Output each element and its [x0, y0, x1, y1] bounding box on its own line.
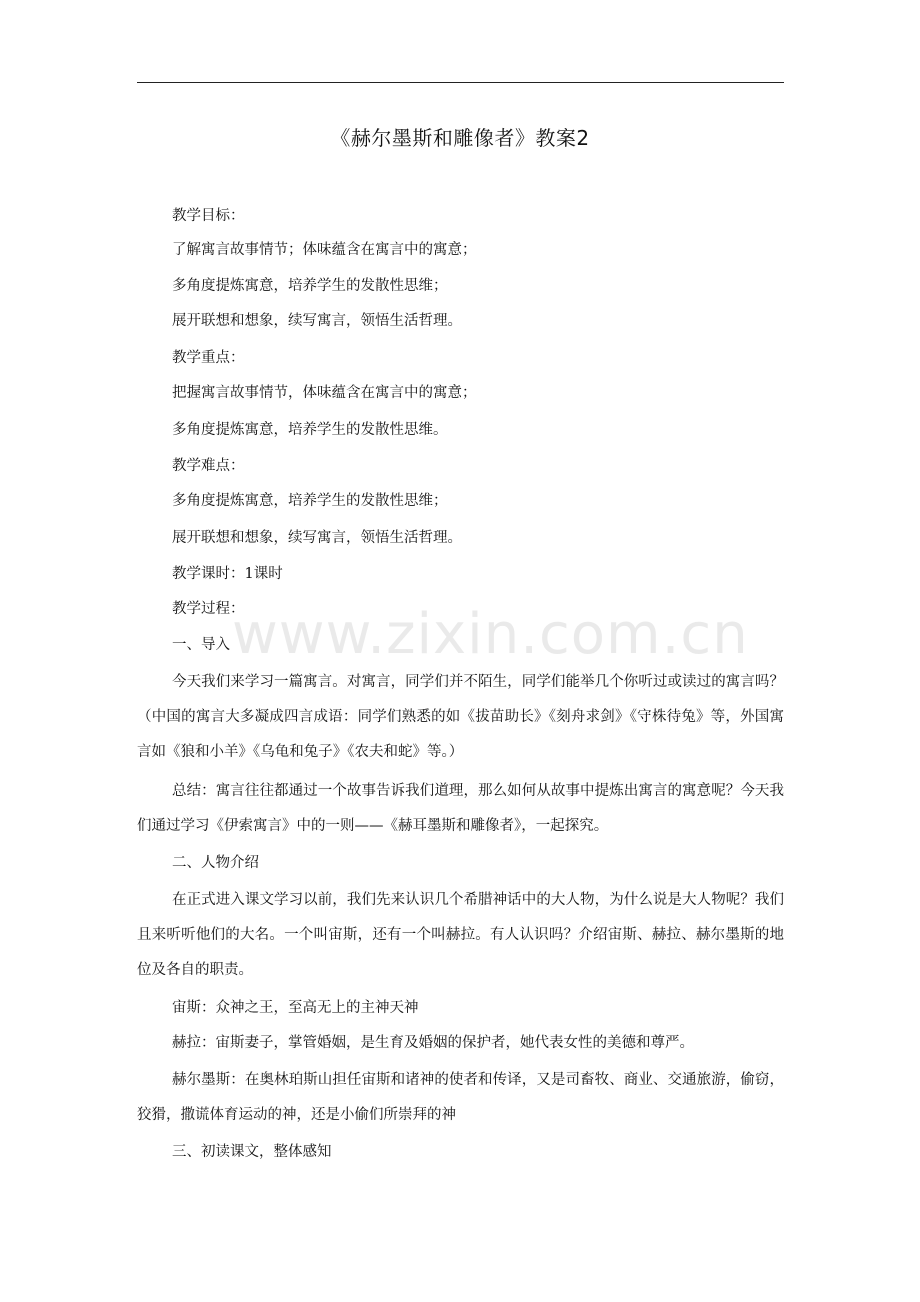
heading-process: 教学过程：: [172, 601, 245, 617]
goal-1-line: 了解寓言故事情节；体味蕴含在寓言中的寓意；: [172, 242, 477, 258]
zeus-line: 宙斯：众神之王，至高无上的主神天神: [172, 1000, 419, 1016]
heading-difficulties: 教学难点：: [172, 458, 245, 474]
summary-paragraph: 总结：寓言往往都通过一个故事告诉我们道理，那么如何从故事中提炼出寓言的寓意呢？今天我们通过学习《伊索寓言》中的一则——《赫耳墨斯和雕像者》，一起探究。: [137, 783, 784, 834]
heading-key-points: 教学重点：: [172, 350, 245, 366]
document-title: 《赫尔墨斯和雕像者》教案2: [330, 126, 590, 150]
intro-paragraph: 今天我们来学习一篇寓言。对寓言，同学们并不陌生，同学们能举几个你听过或读过的寓言吗？（中国的寓言大多凝成四言成语：同学们熟悉的如《拔苗助长》《刻舟求剑》《守株待兔》等，外国寓言如《狼和小羊》《乌龟和兔子》《农夫和蛇》等。）: [137, 674, 784, 760]
section-2-heading: 二、人物介绍: [172, 855, 259, 871]
heading-teaching-goals: 教学目标：: [172, 208, 245, 224]
difficulty-1-line: 多角度提炼寓意，培养学生的发散性思维；: [172, 493, 448, 509]
section-1-heading: 一、导入: [172, 637, 230, 653]
watermark-text: www.zixin.com.cn: [232, 602, 749, 667]
section-3-heading: 三、初读课文，整体感知: [172, 1144, 332, 1160]
class-hours-line: 教学课时：1课时: [172, 566, 283, 582]
hera-line: 赫拉：宙斯妻子，掌管婚姻，是生育及婚姻的保护者，她代表女性的美德和尊严。: [172, 1035, 694, 1051]
key-point-1-line: 把握寓言故事情节，体味蕴含在寓言中的寓意；: [172, 385, 477, 401]
characters-paragraph: 在正式进入课文学习以前，我们先来认识几个希腊神话中的大人物，为什么说是大人物呢？我们且来听听他们的大名。一个叫宙斯，还有一个叫赫拉。有人认识吗？介绍宙斯、赫拉、赫尔墨斯的地位及各自的职责。: [137, 892, 784, 978]
goal-2-line: 多角度提炼寓意，培养学生的发散性思维；: [172, 278, 448, 294]
hermes-paragraph: 赫尔墨斯：在奥林珀斯山担任宙斯和诸神的使者和传译，又是司畜牧、商业、交通旅游，偷窃，狡猾，撒谎体育运动的神，还是小偷们所崇拜的神: [137, 1072, 784, 1123]
key-point-2-line: 多角度提炼寓意，培养学生的发散性思维。: [172, 422, 448, 438]
difficulty-2-line: 展开联想和想象，续写寓言，领悟生活哲理。: [172, 530, 462, 546]
header-rule: [137, 82, 784, 83]
goal-3-line: 展开联想和想象，续写寓言，领悟生活哲理。: [172, 313, 462, 329]
